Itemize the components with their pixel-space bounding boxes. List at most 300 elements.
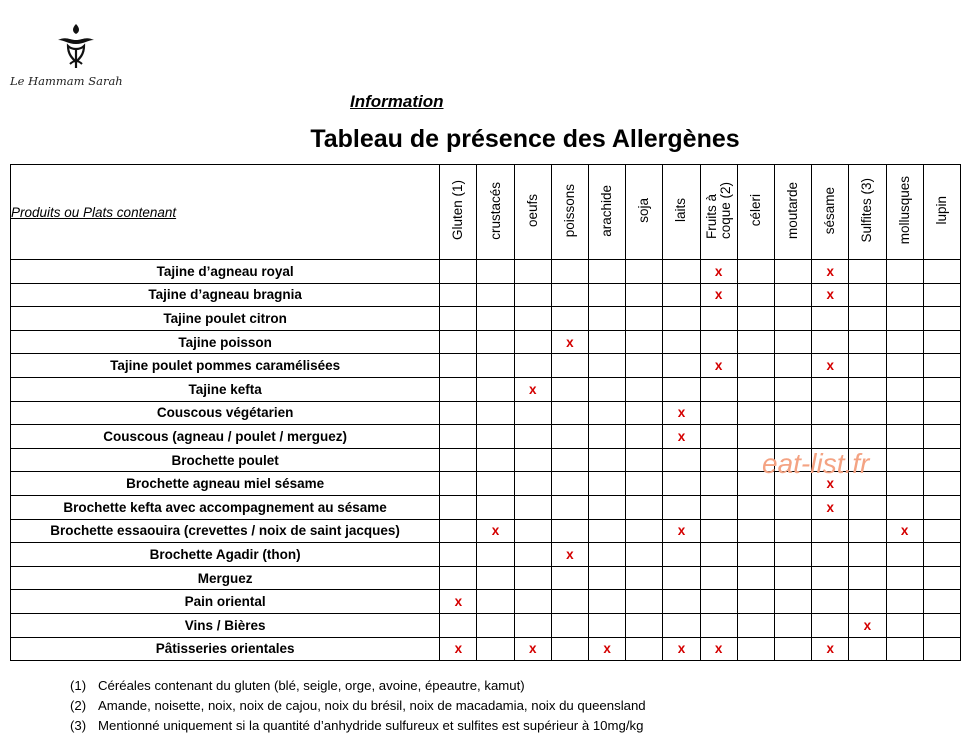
allergen-cell: x bbox=[700, 260, 737, 284]
allergen-cell bbox=[923, 425, 960, 449]
allergen-cell bbox=[626, 543, 663, 567]
allergen-cell bbox=[477, 543, 514, 567]
allergen-cell bbox=[737, 472, 774, 496]
allergen-cell: x bbox=[812, 260, 849, 284]
allergen-cell bbox=[589, 543, 626, 567]
allergen-cell bbox=[440, 472, 477, 496]
allergen-cell bbox=[886, 590, 923, 614]
allergen-cell bbox=[589, 354, 626, 378]
allergen-cell bbox=[589, 472, 626, 496]
product-name: Brochette kefta avec accompagnement au sésame bbox=[11, 495, 440, 519]
allergen-cell bbox=[774, 448, 811, 472]
allergen-cell bbox=[849, 590, 886, 614]
allergen-column-label: soja bbox=[636, 198, 652, 223]
footnote-number: (1) bbox=[70, 678, 87, 693]
allergen-cell: x bbox=[514, 377, 551, 401]
allergen-cell bbox=[774, 401, 811, 425]
allergen-cell bbox=[589, 330, 626, 354]
allergen-cell bbox=[737, 307, 774, 331]
allergen-cell bbox=[849, 637, 886, 661]
allergen-cell bbox=[886, 283, 923, 307]
allergen-cell bbox=[626, 495, 663, 519]
allergen-column-header bbox=[589, 165, 626, 260]
allergen-cell bbox=[774, 260, 811, 284]
allergen-cell bbox=[812, 307, 849, 331]
allergen-cell bbox=[774, 590, 811, 614]
product-name: Couscous (agneau / poulet / merguez) bbox=[11, 425, 440, 449]
product-name: Pâtisseries orientales bbox=[11, 637, 440, 661]
allergen-cell bbox=[923, 283, 960, 307]
allergen-cell: x bbox=[663, 401, 700, 425]
product-name: Pain oriental bbox=[11, 590, 440, 614]
allergen-cell bbox=[626, 377, 663, 401]
allergen-cell bbox=[737, 425, 774, 449]
allergen-cell: x bbox=[886, 519, 923, 543]
allergen-column-header bbox=[700, 165, 737, 260]
allergen-cell bbox=[700, 543, 737, 567]
allergen-cell bbox=[886, 260, 923, 284]
allergen-cell bbox=[737, 519, 774, 543]
allergen-cell bbox=[626, 354, 663, 378]
allergen-cell bbox=[663, 590, 700, 614]
allergen-cell bbox=[551, 307, 588, 331]
footnote-number: (3) bbox=[70, 718, 87, 733]
allergen-cell bbox=[551, 401, 588, 425]
allergen-cell bbox=[774, 566, 811, 590]
product-name: Tajine d’agneau royal bbox=[11, 260, 440, 284]
table-row bbox=[11, 377, 961, 401]
table-row bbox=[11, 448, 961, 472]
allergen-cell bbox=[589, 448, 626, 472]
product-name: Tajine poisson bbox=[11, 330, 440, 354]
allergen-cell bbox=[886, 448, 923, 472]
allergen-cell bbox=[700, 519, 737, 543]
allergen-cell bbox=[849, 425, 886, 449]
allergen-cell bbox=[774, 543, 811, 567]
table-row bbox=[11, 543, 961, 567]
allergen-cell bbox=[514, 543, 551, 567]
allergen-cell: x bbox=[849, 613, 886, 637]
product-name: Tajine d’agneau bragnia bbox=[11, 283, 440, 307]
allergen-cell bbox=[663, 260, 700, 284]
allergen-cell bbox=[849, 566, 886, 590]
footnote-text: Céréales contenant du gluten (blé, seigle, orge, avoine, épeautre, kamut) bbox=[98, 678, 525, 693]
allergen-cell bbox=[514, 495, 551, 519]
allergen-cell bbox=[477, 401, 514, 425]
allergen-column-header bbox=[514, 165, 551, 260]
product-column-header: Produits ou Plats contenant bbox=[11, 165, 440, 260]
allergen-cell bbox=[551, 495, 588, 519]
allergen-cell bbox=[514, 260, 551, 284]
allergen-cell bbox=[514, 354, 551, 378]
allergen-cell bbox=[737, 260, 774, 284]
allergen-cell: x bbox=[589, 637, 626, 661]
allergen-cell bbox=[514, 566, 551, 590]
allergen-cell bbox=[626, 307, 663, 331]
allergen-cell bbox=[514, 448, 551, 472]
allergen-cell bbox=[477, 613, 514, 637]
allergen-cell bbox=[774, 637, 811, 661]
allergen-cell bbox=[551, 472, 588, 496]
allergen-cell bbox=[514, 425, 551, 449]
allergen-column-header bbox=[440, 165, 477, 260]
allergen-cell bbox=[626, 425, 663, 449]
allergen-cell bbox=[700, 566, 737, 590]
allergen-cell bbox=[849, 260, 886, 284]
allergen-cell: x bbox=[812, 495, 849, 519]
product-name: Vins / Bières bbox=[11, 613, 440, 637]
allergen-cell bbox=[849, 472, 886, 496]
allergen-cell bbox=[477, 354, 514, 378]
allergen-cell bbox=[551, 566, 588, 590]
allergen-cell bbox=[812, 401, 849, 425]
allergen-cell bbox=[589, 260, 626, 284]
allergen-cell bbox=[737, 283, 774, 307]
allergen-cell bbox=[886, 425, 923, 449]
allergen-cell bbox=[737, 377, 774, 401]
allergen-cell: x bbox=[812, 472, 849, 496]
allergen-cell bbox=[849, 543, 886, 567]
allergen-cell bbox=[812, 425, 849, 449]
footnote-item bbox=[70, 696, 646, 716]
allergen-cell bbox=[923, 495, 960, 519]
allergen-cell bbox=[737, 637, 774, 661]
allergen-cell bbox=[923, 613, 960, 637]
allergen-table bbox=[10, 164, 961, 661]
table-row bbox=[11, 330, 961, 354]
allergen-cell bbox=[700, 448, 737, 472]
allergen-cell bbox=[663, 354, 700, 378]
allergen-column-header bbox=[626, 165, 663, 260]
allergen-column-label: Fruits à coque (2) bbox=[703, 181, 733, 240]
table-row bbox=[11, 519, 961, 543]
allergen-cell bbox=[514, 401, 551, 425]
allergen-cell bbox=[737, 543, 774, 567]
allergen-column-header bbox=[551, 165, 588, 260]
allergen-cell bbox=[774, 307, 811, 331]
allergen-cell bbox=[626, 613, 663, 637]
allergen-cell bbox=[774, 283, 811, 307]
allergen-cell bbox=[477, 377, 514, 401]
allergen-cell bbox=[663, 495, 700, 519]
table-row bbox=[11, 472, 961, 496]
allergen-cell bbox=[440, 519, 477, 543]
allergen-cell bbox=[737, 613, 774, 637]
allergen-cell bbox=[477, 495, 514, 519]
allergen-cell bbox=[626, 401, 663, 425]
allergen-column-label: oeufs bbox=[524, 193, 540, 228]
table-row bbox=[11, 307, 961, 331]
product-name: Tajine poulet citron bbox=[11, 307, 440, 331]
allergen-cell: x bbox=[514, 637, 551, 661]
allergen-cell bbox=[626, 260, 663, 284]
allergen-cell bbox=[551, 260, 588, 284]
allergen-cell bbox=[663, 472, 700, 496]
allergen-cell bbox=[440, 354, 477, 378]
table-row bbox=[11, 260, 961, 284]
allergen-cell bbox=[812, 448, 849, 472]
table-row bbox=[11, 401, 961, 425]
allergen-column-label: arachide bbox=[599, 184, 615, 237]
allergen-cell bbox=[923, 472, 960, 496]
allergen-cell bbox=[440, 283, 477, 307]
allergen-cell bbox=[663, 566, 700, 590]
allergen-cell bbox=[663, 283, 700, 307]
allergen-cell: x bbox=[663, 425, 700, 449]
allergen-cell bbox=[849, 448, 886, 472]
allergen-cell bbox=[923, 519, 960, 543]
allergen-cell bbox=[514, 590, 551, 614]
allergen-cell bbox=[700, 495, 737, 519]
allergen-cell bbox=[551, 354, 588, 378]
table-row bbox=[11, 566, 961, 590]
allergen-cell: x bbox=[551, 330, 588, 354]
allergen-cell bbox=[626, 330, 663, 354]
table-row bbox=[11, 283, 961, 307]
allergen-cell bbox=[663, 613, 700, 637]
allergen-cell bbox=[551, 425, 588, 449]
allergen-cell bbox=[812, 330, 849, 354]
allergen-cell bbox=[663, 330, 700, 354]
table-header-row bbox=[11, 165, 961, 260]
allergen-cell bbox=[812, 377, 849, 401]
allergen-cell bbox=[737, 330, 774, 354]
allergen-cell bbox=[477, 566, 514, 590]
allergen-cell bbox=[589, 401, 626, 425]
allergen-column-label: Sulfites (3) bbox=[859, 178, 875, 243]
allergen-cell bbox=[551, 590, 588, 614]
allergen-cell bbox=[737, 590, 774, 614]
allergen-column-header bbox=[774, 165, 811, 260]
allergen-cell bbox=[774, 425, 811, 449]
allergen-cell bbox=[737, 448, 774, 472]
allergen-cell bbox=[886, 613, 923, 637]
product-name: Brochette agneau miel sésame bbox=[11, 472, 440, 496]
allergen-cell bbox=[812, 519, 849, 543]
allergen-column-header bbox=[663, 165, 700, 260]
allergen-cell bbox=[886, 472, 923, 496]
table-row bbox=[11, 425, 961, 449]
allergen-column-header bbox=[812, 165, 849, 260]
logo-emblem-icon bbox=[50, 18, 102, 70]
product-name: Brochette essaouira (crevettes / noix de saint jacques) bbox=[11, 519, 440, 543]
allergen-column-label: moutarde bbox=[785, 181, 801, 240]
allergen-cell bbox=[514, 472, 551, 496]
page-title: Tableau de présence des Allergènes bbox=[310, 125, 740, 153]
allergen-cell bbox=[663, 307, 700, 331]
footnotes bbox=[70, 676, 646, 736]
allergen-cell bbox=[923, 307, 960, 331]
allergen-cell bbox=[774, 519, 811, 543]
allergen-cell bbox=[440, 330, 477, 354]
allergen-cell bbox=[477, 425, 514, 449]
allergen-cell bbox=[886, 307, 923, 331]
allergen-cell: x bbox=[812, 637, 849, 661]
allergen-cell bbox=[886, 495, 923, 519]
allergen-cell bbox=[626, 637, 663, 661]
allergen-cell bbox=[886, 637, 923, 661]
allergen-cell bbox=[774, 613, 811, 637]
allergen-column-label: poissons bbox=[561, 183, 577, 238]
footnote-text: Amande, noisette, noix, noix de cajou, noix du brésil, noix de macadamia, noix du queensland bbox=[98, 698, 646, 713]
table-row bbox=[11, 613, 961, 637]
allergen-cell bbox=[551, 613, 588, 637]
allergen-cell bbox=[849, 330, 886, 354]
allergen-cell bbox=[774, 377, 811, 401]
allergen-column-label: lupin bbox=[933, 196, 949, 225]
allergen-cell bbox=[514, 330, 551, 354]
allergen-cell bbox=[551, 637, 588, 661]
allergen-cell bbox=[886, 377, 923, 401]
allergen-cell bbox=[700, 330, 737, 354]
allergen-column-header bbox=[477, 165, 514, 260]
allergen-cell bbox=[440, 401, 477, 425]
product-name: Merguez bbox=[11, 566, 440, 590]
logo-text: Le Hammam Sarah bbox=[10, 74, 123, 88]
allergen-column-header bbox=[923, 165, 960, 260]
allergen-cell bbox=[774, 472, 811, 496]
allergen-cell bbox=[923, 566, 960, 590]
allergen-cell bbox=[700, 590, 737, 614]
allergen-cell bbox=[774, 330, 811, 354]
allergen-cell bbox=[700, 472, 737, 496]
allergen-cell bbox=[700, 425, 737, 449]
table-row bbox=[11, 637, 961, 661]
allergen-cell bbox=[514, 613, 551, 637]
footnote-item bbox=[70, 716, 646, 736]
allergen-cell bbox=[551, 448, 588, 472]
allergen-cell bbox=[700, 377, 737, 401]
product-name: Couscous végétarien bbox=[11, 401, 440, 425]
allergen-cell bbox=[923, 543, 960, 567]
allergen-cell bbox=[923, 377, 960, 401]
allergen-column-label: crustacés bbox=[487, 181, 503, 240]
footnote-text: Mentionné uniquement si la quantité d’anhydride sulfureux et sulfites est supérieur à 10mg/kg bbox=[98, 718, 644, 733]
allergen-cell bbox=[626, 472, 663, 496]
allergen-cell bbox=[477, 637, 514, 661]
allergen-cell: x bbox=[663, 637, 700, 661]
allergen-column-header bbox=[886, 165, 923, 260]
allergen-cell bbox=[923, 401, 960, 425]
allergen-cell bbox=[514, 283, 551, 307]
information-heading: Information bbox=[350, 92, 444, 111]
allergen-cell bbox=[886, 330, 923, 354]
allergen-cell bbox=[700, 307, 737, 331]
allergen-cell bbox=[886, 566, 923, 590]
allergen-cell bbox=[477, 590, 514, 614]
allergen-cell bbox=[626, 590, 663, 614]
allergen-column-header bbox=[737, 165, 774, 260]
allergen-cell bbox=[923, 354, 960, 378]
allergen-cell bbox=[663, 448, 700, 472]
allergen-cell bbox=[440, 448, 477, 472]
allergen-cell bbox=[589, 519, 626, 543]
allergen-cell bbox=[737, 566, 774, 590]
allergen-cell: x bbox=[812, 354, 849, 378]
allergen-cell bbox=[551, 283, 588, 307]
allergen-cell bbox=[589, 566, 626, 590]
allergen-cell bbox=[440, 543, 477, 567]
allergen-cell bbox=[514, 307, 551, 331]
allergen-cell bbox=[440, 566, 477, 590]
allergen-cell bbox=[886, 401, 923, 425]
allergen-cell: x bbox=[440, 590, 477, 614]
allergen-cell bbox=[663, 543, 700, 567]
allergen-cell: x bbox=[700, 283, 737, 307]
allergen-cell bbox=[589, 613, 626, 637]
allergen-cell bbox=[812, 590, 849, 614]
allergen-cell: x bbox=[551, 543, 588, 567]
allergen-cell bbox=[774, 354, 811, 378]
allergen-cell: x bbox=[440, 637, 477, 661]
allergen-cell bbox=[737, 495, 774, 519]
allergen-cell bbox=[477, 283, 514, 307]
allergen-cell bbox=[477, 472, 514, 496]
allergen-cell bbox=[700, 401, 737, 425]
allergen-cell bbox=[849, 401, 886, 425]
allergen-cell: x bbox=[812, 283, 849, 307]
allergen-cell bbox=[589, 283, 626, 307]
allergen-cell bbox=[589, 425, 626, 449]
allergen-cell bbox=[626, 448, 663, 472]
allergen-cell bbox=[849, 307, 886, 331]
allergen-cell bbox=[849, 495, 886, 519]
allergen-cell: x bbox=[477, 519, 514, 543]
allergen-cell: x bbox=[700, 354, 737, 378]
allergen-cell bbox=[700, 613, 737, 637]
footnote-item bbox=[70, 676, 646, 696]
product-name: Tajine kefta bbox=[11, 377, 440, 401]
allergen-cell bbox=[589, 590, 626, 614]
allergen-cell bbox=[849, 519, 886, 543]
allergen-cell bbox=[626, 566, 663, 590]
allergen-column-label: laits bbox=[673, 198, 689, 223]
allergen-column-label: mollusques bbox=[896, 176, 912, 245]
allergen-cell bbox=[923, 448, 960, 472]
allergen-cell bbox=[440, 307, 477, 331]
product-name: Brochette poulet bbox=[11, 448, 440, 472]
allergen-cell bbox=[737, 401, 774, 425]
footnote-number: (2) bbox=[70, 698, 87, 713]
allergen-cell bbox=[626, 519, 663, 543]
allergen-cell bbox=[886, 354, 923, 378]
allergen-cell bbox=[849, 377, 886, 401]
allergen-cell bbox=[477, 330, 514, 354]
allergen-cell bbox=[440, 425, 477, 449]
allergen-column-label: céleri bbox=[747, 194, 763, 227]
allergen-cell bbox=[923, 260, 960, 284]
allergen-column-label: Gluten (1) bbox=[450, 180, 466, 241]
product-name: Tajine poulet pommes caramélisées bbox=[11, 354, 440, 378]
allergen-column-label: sésame bbox=[822, 186, 838, 235]
allergen-cell bbox=[849, 283, 886, 307]
allergen-cell bbox=[589, 377, 626, 401]
allergen-cell bbox=[812, 543, 849, 567]
allergen-cell bbox=[477, 448, 514, 472]
allergen-cell bbox=[589, 495, 626, 519]
allergen-cell bbox=[923, 330, 960, 354]
allergen-cell bbox=[551, 519, 588, 543]
table-row bbox=[11, 590, 961, 614]
allergen-cell bbox=[923, 637, 960, 661]
allergen-cell bbox=[737, 354, 774, 378]
allergen-cell bbox=[440, 260, 477, 284]
allergen-cell bbox=[440, 613, 477, 637]
allergen-cell bbox=[589, 307, 626, 331]
allergen-cell bbox=[626, 283, 663, 307]
allergen-cell bbox=[812, 613, 849, 637]
allergen-cell bbox=[886, 543, 923, 567]
